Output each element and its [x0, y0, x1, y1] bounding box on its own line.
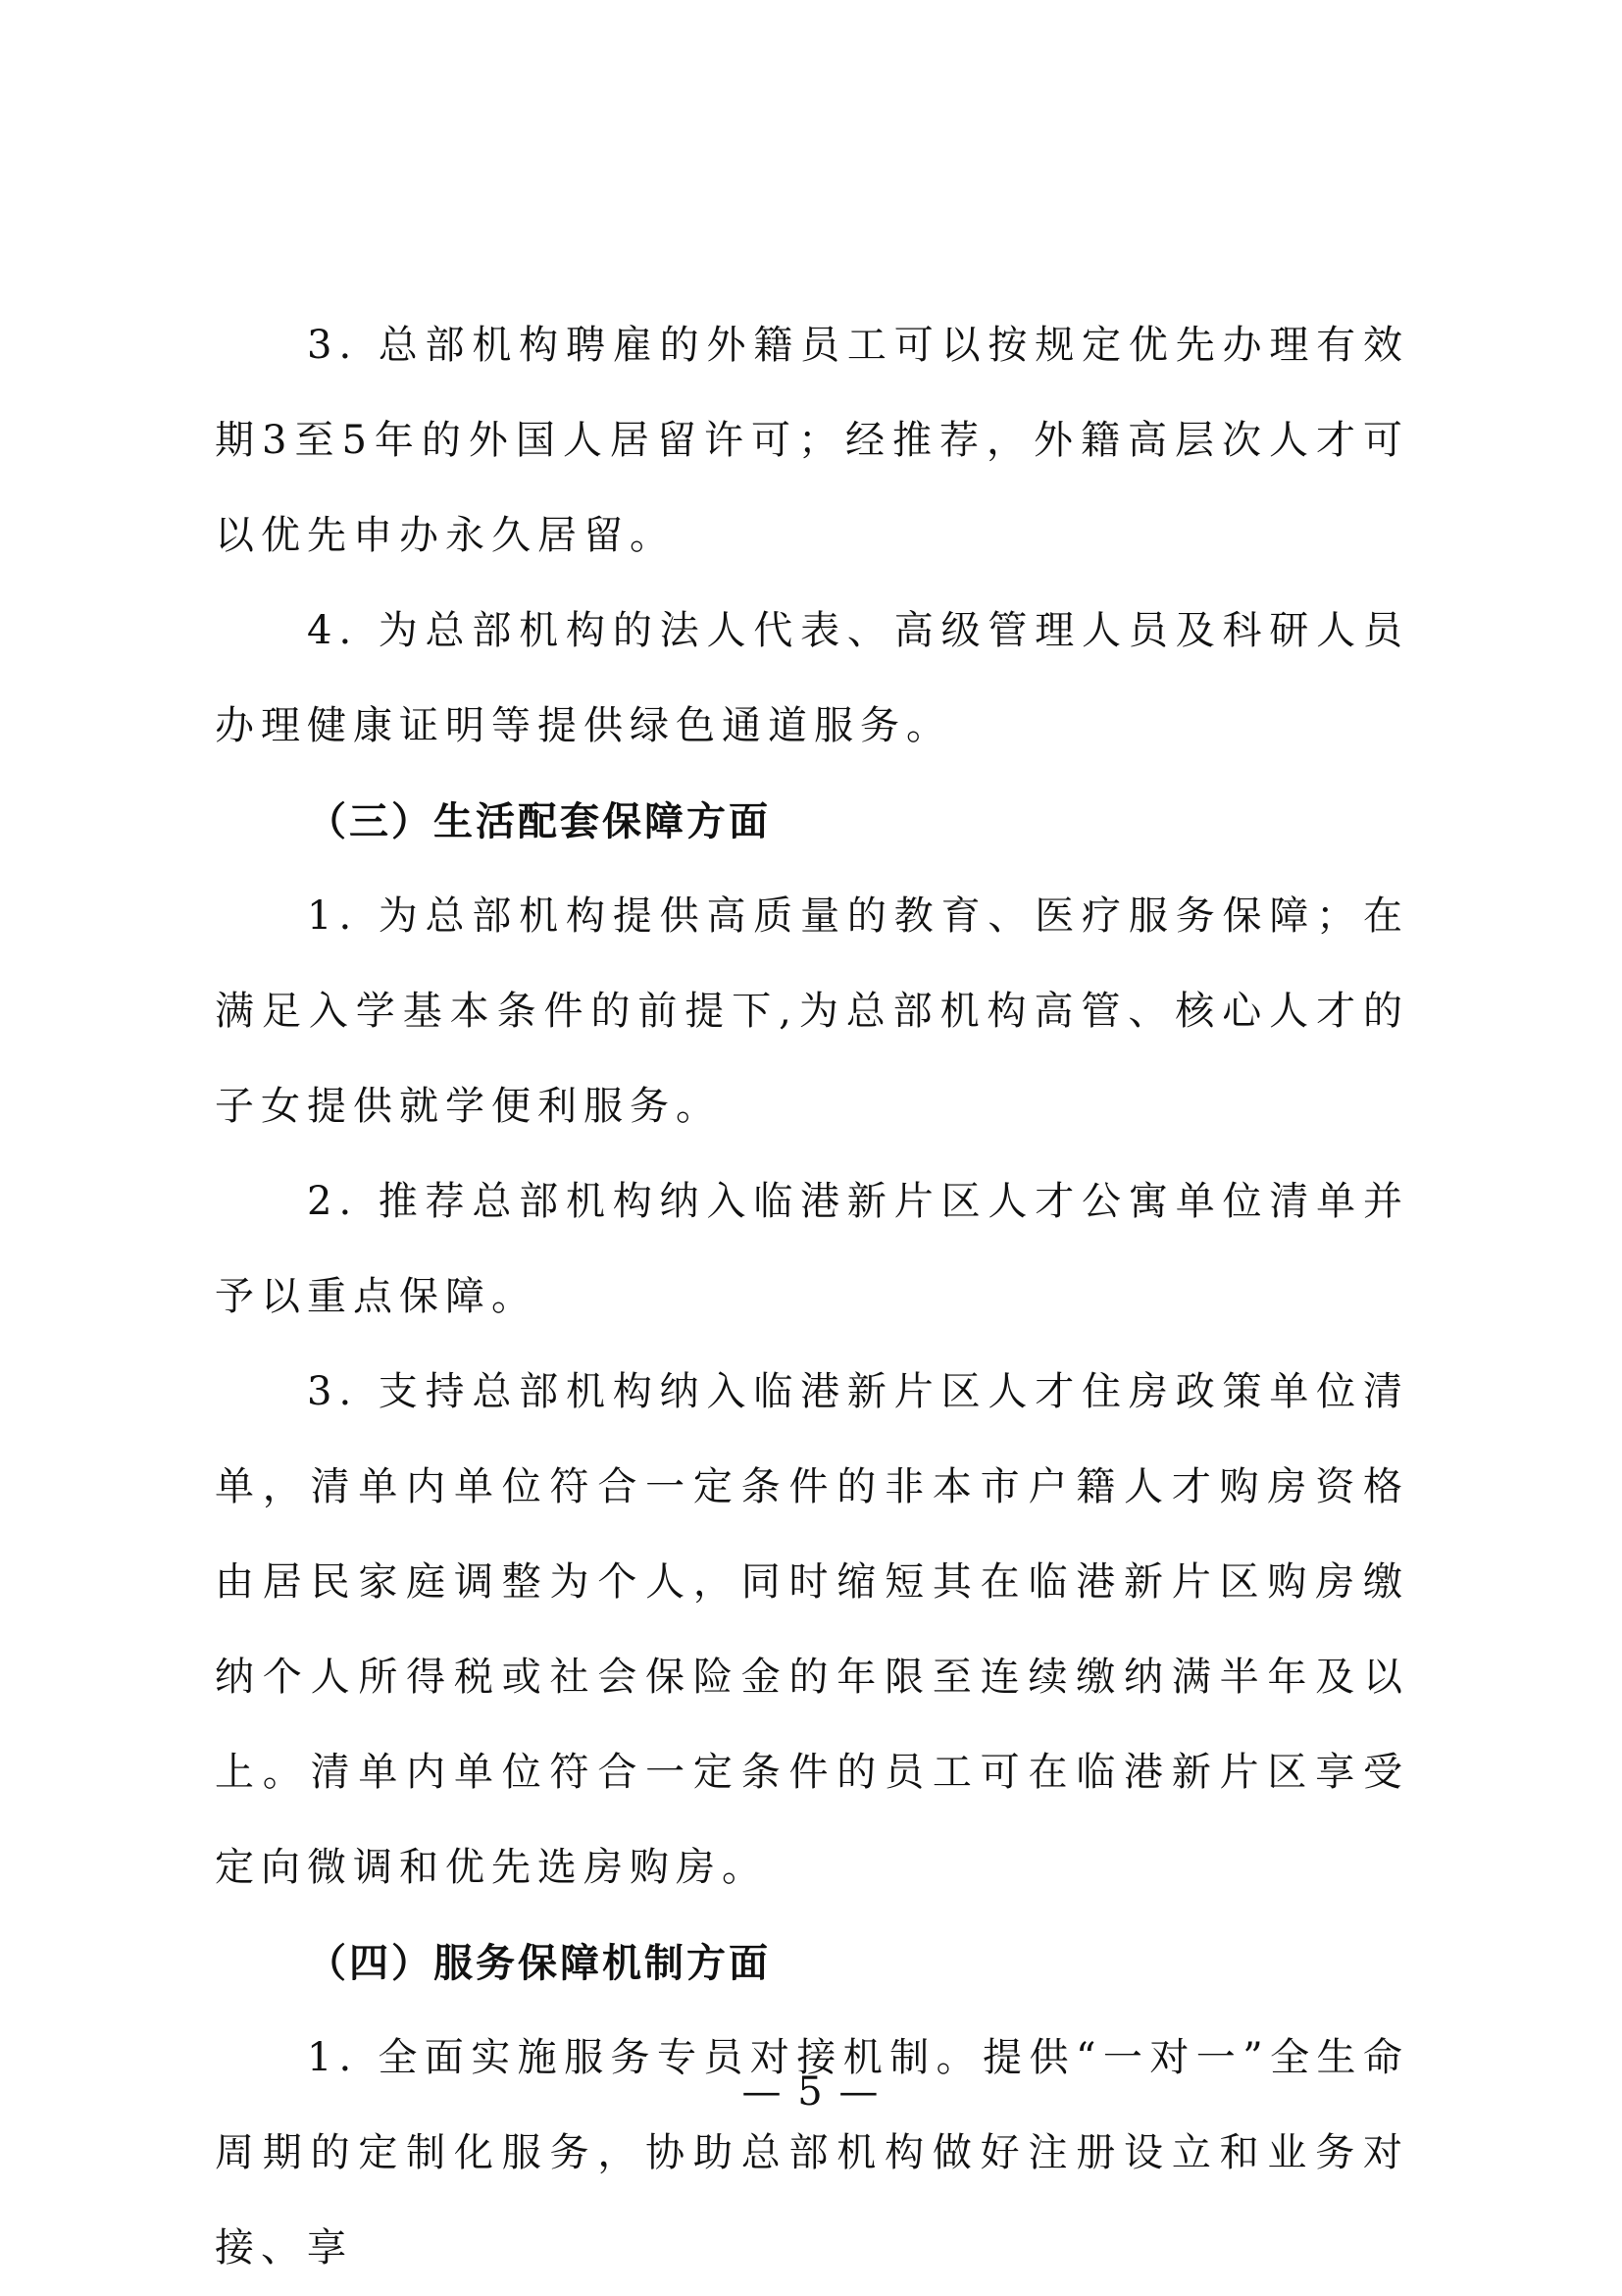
paragraph-health-certificate-green-channel: 4. 为总部机构的法人代表、高级管理人员及科研人员办理健康证明等提供绿色通道服务。: [215, 608, 1409, 748]
paragraph-talent-apartment: 2. 推荐总部机构纳入临港新片区人才公寓单位清单并予以重点保障。: [215, 1179, 1409, 1319]
section-heading-living-support: （三）生活配套保障方面: [307, 798, 771, 844]
paragraph-service-commissioner: 1. 全面实施服务专员对接机制。提供“一对一”全生命周期的定制化服务，协助总部机构做好注册设立和业务对接、享: [215, 2035, 1409, 2270]
paragraph-education-medical: 1. 为总部机构提供高质量的教育、医疗服务保障；在满足入学基本条件的前提下,为总部机构高管、核心人才的子女提供就学便利服务。: [215, 893, 1409, 1129]
paragraph-foreign-staff-residence: 3. 总部机构聘雇的外籍员工可以按规定优先办理有效期3至5年的外国人居留许可；经推荐，外籍高层次人才可以优先申办永久居留。: [215, 323, 1409, 558]
page-number: — 5 —: [741, 2069, 881, 2115]
document-body: [215, 298, 1409, 2296]
paragraph-housing-policy: 3. 支持总部机构纳入临港新片区人才住房政策单位清单，清单内单位符合一定条件的非本市户籍人才购房资格由居民家庭调整为个人，同时缩短其在临港新片区购房缴纳个人所得税或社会保险金的年限至连续缴纳满半年及以上。清单内单位符合一定条件的员工可在临港新片区享受定向微调和优先选房购房。: [215, 1369, 1409, 1890]
section-heading-service-mechanism: （四）服务保障机制方面: [307, 1940, 771, 1986]
